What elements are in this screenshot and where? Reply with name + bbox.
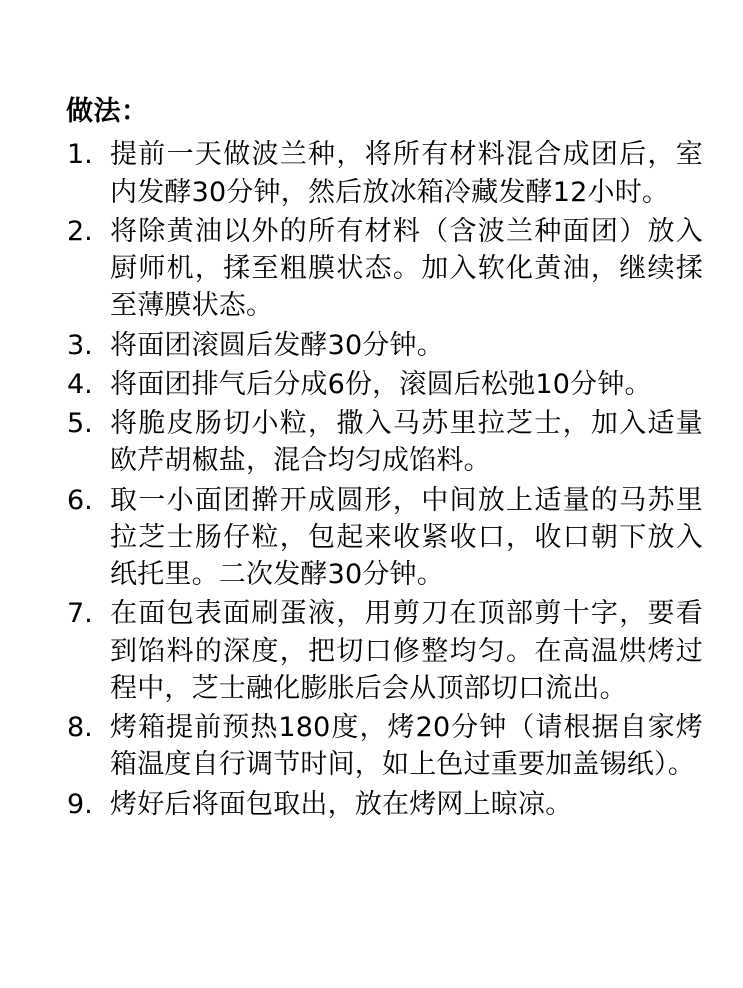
list-item [66,786,703,823]
step-number: 1. [67,139,93,171]
step-text: 将脆皮肠切小粒，撒入马苏里拉芝士，加入适量欧芹胡椒盐，混合均匀成馅料。 [110,408,703,477]
list-item [66,136,703,211]
step-text: 将面团排气后分成6份，滚圆后松弛10分钟。 [110,368,652,400]
step-text: 将除黄油以外的所有材料（含波兰种面团）放入厨师机，揉至粗膜状态。加入软化黄油，继续揉至薄膜状态。 [110,215,703,322]
step-text: 取一小面团擀开成圆形，中间放上适量的马苏里拉芝士肠仔粒，包起来收紧收口，收口朝下放入纸托里。二次发酵30分钟。 [110,484,703,591]
list-item [66,405,703,480]
list-item [66,327,703,364]
step-number: 9. [67,788,93,820]
step-text: 烤好后将面包取出，放在烤网上晾凉。 [110,788,573,820]
step-number: 5. [67,408,93,440]
page-title: 做法： [66,96,149,127]
list-item [66,709,703,784]
step-number: 7. [67,598,93,630]
recipe-steps-list [66,136,703,823]
step-text: 在面包表面刷蛋液，用剪刀在顶部剪十字，要看到馅料的深度，把切口修整均匀。在高温烘烤过程中，芝士融化膨胀后会从顶部切口流出。 [110,598,703,704]
step-number: 6. [67,484,93,516]
list-item [66,482,703,594]
list-item [66,366,703,403]
step-text: 烤箱提前预热180度，烤20分钟（请根据自家烤箱温度自行调节时间，如上色过重要加盖锡纸）。 [110,712,703,781]
step-number: 4. [67,368,93,400]
step-number: 2. [67,215,93,247]
step-number: 8. [67,712,93,744]
list-item [66,595,703,707]
step-text: 提前一天做波兰种，将所有材料混合成团后，室内发酵30分钟，然后放冰箱冷藏发酵12小时。 [110,139,703,208]
list-item [66,213,703,325]
step-number: 3. [67,329,93,361]
step-text: 将面团滚圆后发酵30分钟。 [110,329,444,361]
